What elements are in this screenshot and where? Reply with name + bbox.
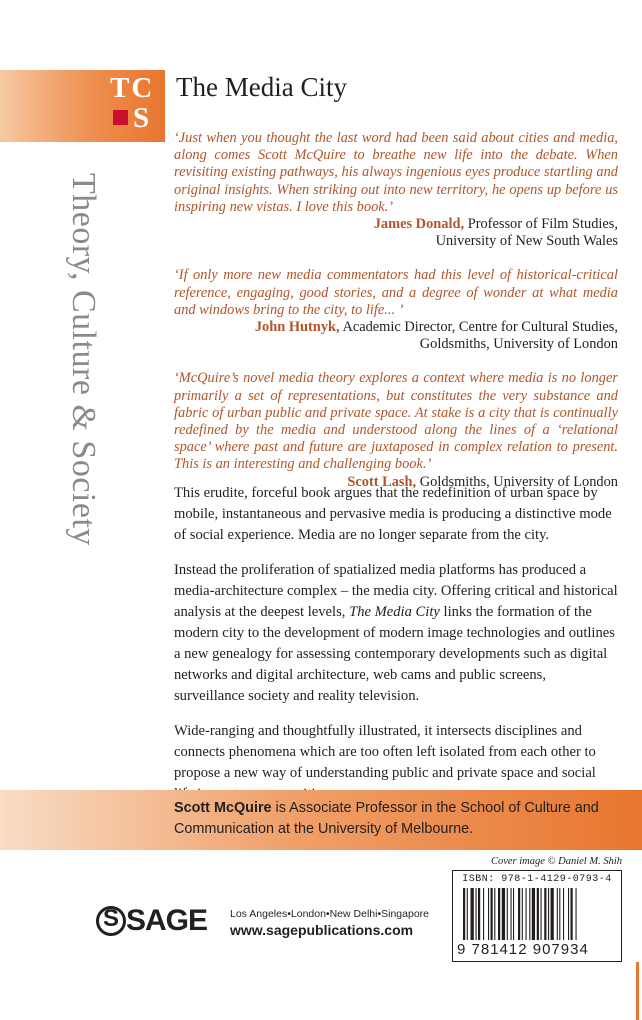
barcode-bar — [478, 888, 480, 940]
quote-author: John Hutnyk, — [254, 319, 340, 336]
quote-affiliation: Goldsmiths, University of London — [419, 473, 618, 490]
publisher-cities: Los Angeles•London•New Delhi•Singapore — [230, 908, 429, 920]
barcode-bar — [491, 888, 493, 940]
barcode-bar — [548, 888, 549, 940]
blurb-paragraph-2 — [174, 560, 618, 707]
quote-affiliation: Professor of Film Studies, — [467, 216, 618, 233]
barcode-bar — [563, 888, 564, 940]
logo-line1: TC — [110, 72, 155, 104]
logo-line2: S — [133, 102, 150, 134]
cover-credit: Cover image © Daniel M. Shih — [490, 856, 622, 867]
barcode-bar — [551, 888, 554, 940]
isbn-label: ISBN: 978-1-4129-0793-4 — [462, 874, 612, 885]
endorsement-3 — [174, 370, 618, 490]
author-bio-text: is Associate Professor in the School of Culture and Communication at the University of Melbourne. — [174, 800, 599, 837]
endorsement-2 — [174, 267, 618, 353]
blurb-p2-end: links the formation of the modern city to the development of modern image technologies and outlines a new genealogy for assessing contemporary developments such as digital networks and digital architecture, web cams and public screens, surveillance society and reality television. — [174, 604, 615, 704]
barcode-bar — [522, 888, 523, 940]
series-title: Theory, Culture & Society — [65, 173, 102, 546]
quote-attribution — [174, 216, 618, 233]
blurb — [174, 483, 618, 819]
barcode-bar — [529, 888, 530, 940]
barcode-box — [452, 870, 622, 962]
book-title: The Media City — [176, 72, 347, 102]
quote-affiliation-2: Goldsmiths, University of London — [419, 336, 618, 353]
edge-rule — [636, 962, 639, 1020]
blurb-p2-title: The Media City — [349, 604, 440, 620]
endorsement-1 — [174, 130, 618, 250]
endorsements — [174, 130, 618, 508]
quote-text: ‘McQuire’s novel media theory explores a context where media is no longer primarily a set of representations, but constitutes the very substance and fabric of urban public and private space. At stake is a city that is continually redefined by the media and understood along the lines of a ‘relational space’ where past and future are juxtaposed in complex relation to present. This is an interesting and challenging book.’ — [174, 370, 618, 473]
blurb-paragraph-3: Wide-ranging and thoughtfully illustrated, it intersects disciplines and connects phenomena which are too often left isolated from each other to propose a new way of understanding public and private space and social — [174, 723, 596, 781]
barcode-bar — [483, 888, 484, 940]
barcode-bar — [507, 888, 508, 940]
barcode-number: 9 781412 907934 — [457, 941, 589, 958]
quote-attribution — [174, 319, 618, 336]
tcs-logo — [110, 72, 160, 134]
publisher-url: www.sagepublications.com — [230, 922, 414, 938]
barcode-bar — [537, 888, 539, 940]
barcode-bar — [511, 888, 512, 940]
quote-affiliation-2: University of New South Wales — [435, 233, 618, 250]
barcode-bar — [557, 888, 558, 940]
barcode-bar — [471, 888, 474, 940]
sage-wordmark: SAGE — [126, 904, 208, 937]
author-bio — [174, 798, 614, 840]
sage-logo-s-icon: S — [103, 905, 120, 932]
barcode-bar — [513, 888, 514, 940]
blurb-paragraph-1: This erudite, forceful book argues that the redefinition of urban space by mobile, instantaneous and pervasive media is producing a distinctive mode of social experience. Media are no longer separate from the city. — [174, 485, 612, 543]
quote-text: ‘Just when you thought the last word had been said about cities and media, along comes Scott McQuire to breathe new life into the debate. When revisiting existing pathways, his always ingenious eyes produce startling and original insights. When striking out into new territory, he opens up before us inspiring new vistas. I love this book.’ — [174, 130, 618, 215]
barcode-bar — [541, 888, 542, 940]
barcode-bar — [476, 888, 477, 940]
barcode-bar — [502, 888, 505, 940]
sage-logo — [96, 904, 216, 944]
author-name: Scott McQuire — [174, 800, 272, 816]
quote-affiliation: Academic Director, Centre for Cultural Studies, — [342, 319, 618, 336]
barcode-bar — [526, 888, 527, 940]
barcode-bars — [463, 888, 613, 940]
barcode-bar — [494, 888, 495, 940]
barcode-bar — [571, 888, 573, 940]
barcode-bar — [544, 888, 546, 940]
barcode-bar — [467, 888, 468, 940]
barcode-bar — [463, 888, 465, 940]
barcode-bar — [576, 888, 577, 940]
barcode-bar — [488, 888, 489, 940]
quote-author: Scott Lash, — [347, 473, 417, 490]
barcode-bar — [532, 888, 535, 940]
logo-red-square — [113, 110, 128, 125]
barcode-bar — [568, 888, 569, 940]
quote-text: ‘If only more new media commentators had this level of historical-critical reference, engaging, good stories, and a degree of wonder at what media and windows bring to the city, to life... ’ — [174, 267, 618, 318]
barcode-bar — [559, 888, 560, 940]
blurb-p2-start: Instead the proliferation of spatialized media platforms has produced a media-architecture complex – the media city. Offering critical and historical analysis at the deepest levels, — [174, 562, 618, 620]
barcode-bar — [498, 888, 500, 940]
quote-author: James Donald, — [373, 216, 465, 233]
barcode-bar — [518, 888, 520, 940]
